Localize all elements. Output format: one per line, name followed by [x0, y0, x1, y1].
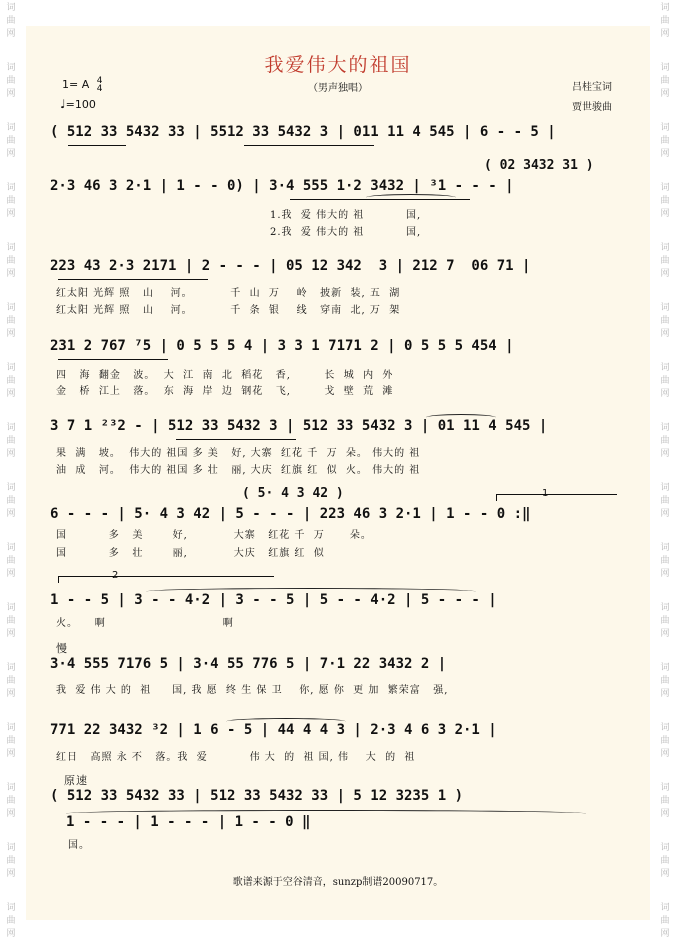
watermark-text: 词 曲 网 — [660, 363, 670, 399]
watermark-text: 词 曲 网 — [660, 543, 670, 579]
watermark-text: 词 曲 网 — [6, 843, 16, 879]
score-row-2-prelude: ( 02 3432 31 ) — [484, 158, 594, 173]
watermark-text: 词 曲 网 — [660, 843, 670, 879]
time-signature — [97, 77, 103, 93]
score-row-8: 3·4 555 7176 5 | 3·4 55 776 5 | 7·1 22 3432 2 | — [50, 656, 447, 672]
lyric-row-9: 红日 高照 永 不 落。我 爱 伟 大 的 祖 国, 伟 大 的 祖 — [56, 752, 416, 763]
score-row-1: ( 512 33 5432 33 | 5512 33 5432 3 | 011 11 4 545 | 6 - - 5 | — [50, 124, 556, 140]
score-row-5: 3 7 1 ²³2 - | 512 33 5432 3 | 512 33 5432 3 | 01 11 4 545 | — [50, 418, 548, 434]
watermark-text: 词 曲 网 — [6, 423, 16, 459]
beam-line — [176, 439, 296, 440]
beam-line — [244, 145, 374, 146]
tempo-text: =100 — [65, 98, 96, 111]
lyric-row-3-verse-2: 红太阳 光辉 照 山 河。 千 条 银 线 穿南 北, 万 架 — [56, 305, 401, 316]
watermark-text: 词 曲 网 — [6, 663, 16, 699]
watermark-text: 词 曲 网 — [660, 783, 670, 819]
watermark-text: 词 曲 网 — [660, 423, 670, 459]
lyric-row-5-verse-2: 油 成 河。 伟大的 祖国 多 壮 丽, 大庆 红旗 红 似 火。 伟大的 祖 — [56, 465, 421, 476]
watermark-text: 词 曲 网 — [660, 183, 670, 219]
watermark-text: 词 曲 网 — [660, 603, 670, 639]
score-row-6: 6 - - - | 5· 4 3 42 | 5 - - - | 223 46 3 2·1 | 1 - - 0 :‖ — [50, 506, 531, 522]
watermark-text: 词 曲 网 — [660, 723, 670, 759]
left-watermark-strip — [0, 0, 22, 948]
watermark-text: 词 曲 网 — [6, 3, 16, 39]
song-subtitle: （男声独唱） — [308, 83, 368, 94]
tempo-original-marking: 原速 — [64, 774, 88, 787]
watermark-text: 词 曲 网 — [6, 723, 16, 759]
watermark-text: 词 曲 网 — [660, 303, 670, 339]
lyric-row-3-verse-1: 红太阳 光辉 照 山 河。 千 山 万 岭 披新 装, 五 湖 — [56, 288, 401, 299]
tie-arc — [226, 718, 346, 725]
watermark-text: 词 曲 网 — [6, 243, 16, 279]
lyric-row-11: 国。 — [68, 840, 90, 851]
score-row-10: ( 512 33 5432 33 | 512 33 5432 33 | 5 12 3235 1 ) — [50, 788, 464, 804]
lyric-row-6-verse-2: 国 多 壮 丽, 大庆 红旗 红 似 — [56, 548, 325, 559]
watermark-text: 词 曲 网 — [660, 483, 670, 519]
lyric-row-7: 火。 啊 啊 — [56, 618, 234, 629]
score-row-4: 231 2 767 ⁷5 | 0 5 5 5 4 | 3 3 1 7171 2 | 0 5 5 5 454 | — [50, 338, 514, 354]
score-row-7: 1 - - 5 | 3 - - 4·2 | 3 - - 5 | 5 - - 4·2 | 5 - - - | — [50, 592, 497, 608]
lyric-row-2-verse-1: 1.我 爱 伟大的 祖 国, — [270, 210, 422, 221]
first-ending-number: 1 — [542, 488, 549, 499]
watermark-text: 词 曲 网 — [660, 123, 670, 159]
score-row-9: 771 22 3432 ³2 | 1 6 - 5 | 44 4 4 3 | 2·3 4 6 3 2·1 | — [50, 722, 497, 738]
slur-arc — [426, 414, 496, 421]
score-row-2: 2·3 46 3 2·1 | 1 - - 0) | 3·4 555 1·2 3432 | ³1 - - - | — [50, 178, 514, 194]
tie-arc — [146, 588, 476, 595]
beam-line — [68, 145, 126, 146]
watermark-text: 词 曲 网 — [660, 663, 670, 699]
lyric-row-8: 我 爱 伟 大 的 祖 国, 我 愿 终 生 保 卫 你, 愿 你 更 加 繁荣富 强, — [56, 685, 449, 696]
lyric-row-2-verse-2: 2.我 爱 伟大的 祖 国, — [270, 227, 422, 238]
watermark-text: 词 曲 网 — [6, 603, 16, 639]
lyric-row-4-verse-1: 四 海 翻金 波。 大 江 南 北 稻花 香, 长 城 内 外 — [56, 370, 394, 381]
tempo-marking — [60, 97, 96, 111]
watermark-text: 词 曲 网 — [6, 483, 16, 519]
watermark-text: 词 曲 网 — [6, 63, 16, 99]
second-ending-bracket — [58, 576, 274, 583]
time-bottom: 4 — [96, 84, 103, 94]
lyric-row-6-verse-1: 国 多 美 好, 大寨 红花 千 万 朵。 — [56, 530, 372, 541]
watermark-text: 词 曲 网 — [660, 243, 670, 279]
score-sheet — [26, 26, 650, 920]
slur-arc — [366, 194, 456, 201]
beam-line — [58, 279, 208, 280]
tie-arc — [66, 810, 586, 817]
song-title: 我爱伟大的祖国 — [264, 54, 412, 76]
composer-credit: 贾世骏曲 — [572, 102, 612, 113]
first-ending-bracket — [496, 494, 617, 501]
watermark-text: 词 曲 网 — [6, 183, 16, 219]
second-ending-number: 2 — [112, 570, 119, 581]
watermark-text: 词 曲 网 — [6, 903, 16, 939]
right-watermark-strip — [654, 0, 676, 948]
tempo-slow-marking: 慢 — [56, 642, 68, 655]
score-row-6-prelude: ( 5· 4 3 42 ) — [242, 486, 344, 501]
lyricist-credit: 吕桂宝词 — [572, 82, 612, 93]
key-signature — [62, 77, 102, 93]
beam-line — [58, 359, 168, 360]
score-row-3: 223 43 2·3 2171 | 2 - - - | 05 12 342 3 | 212 7 06 71 | — [50, 258, 531, 274]
time-top: 4 — [96, 76, 103, 86]
lyric-row-5-verse-1: 果 满 坡。 伟大的 祖国 多 美 好, 大寨 红花 千 万 朵。 伟大的 祖 — [56, 448, 421, 459]
watermark-text: 词 曲 网 — [6, 543, 16, 579]
watermark-text: 词 曲 网 — [6, 123, 16, 159]
watermark-text: 词 曲 网 — [6, 783, 16, 819]
watermark-text: 词 曲 网 — [660, 63, 670, 99]
watermark-text: 词 曲 网 — [6, 363, 16, 399]
key-text: 1= A — [62, 78, 90, 91]
watermark-text: 词 曲 网 — [660, 3, 670, 39]
quarter-note-icon: ♩ — [60, 97, 66, 111]
source-footer: 歌谱来源于空谷清音，sunzp制谱20090717。 — [232, 877, 444, 888]
score-row-11: 1 - - - | 1 - - - | 1 - - 0 ‖ — [66, 814, 311, 830]
watermark-text: 词 曲 网 — [6, 303, 16, 339]
lyric-row-4-verse-2: 金 桥 江上 落。 东 海 岸 边 钢花 飞, 戈 壁 荒 滩 — [56, 386, 394, 397]
watermark-text: 词 曲 网 — [660, 903, 670, 939]
